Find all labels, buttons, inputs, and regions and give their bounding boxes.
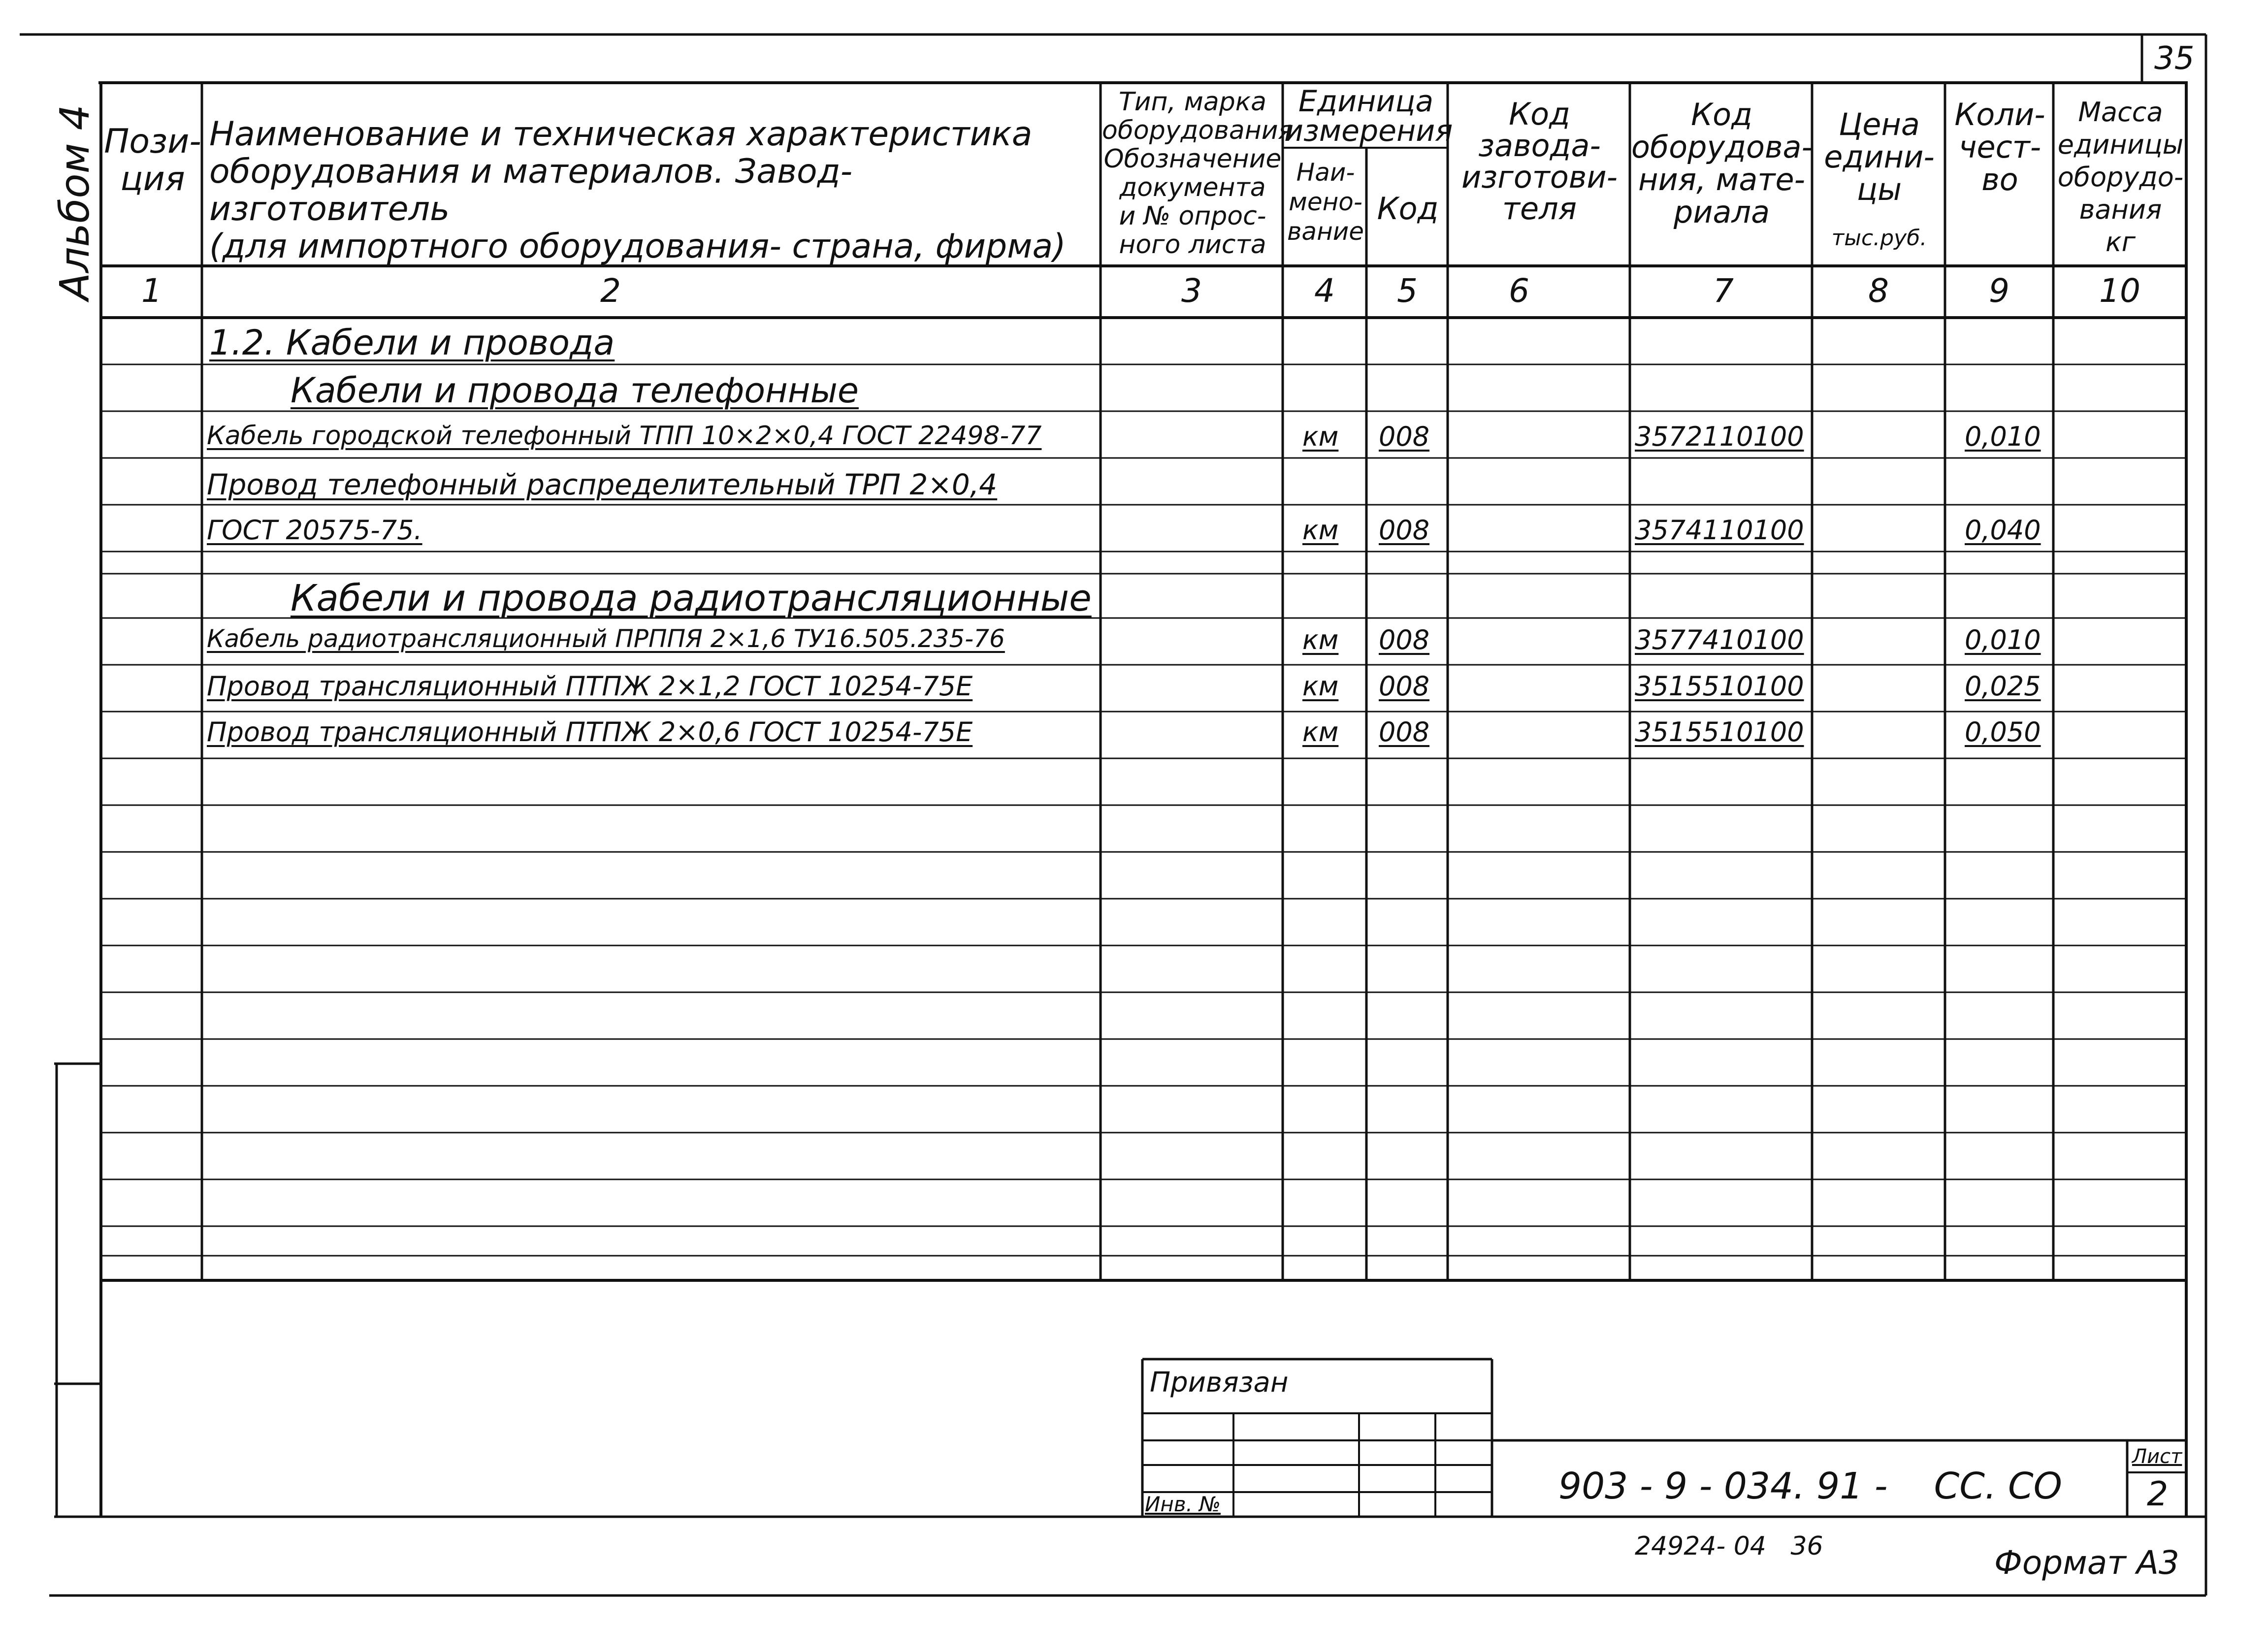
section-title-phone: Кабели и провода телефонные: [291, 370, 859, 411]
row-equip-code: 3572110100: [1635, 421, 1804, 452]
section-title-main: 1.2. Кабели и провода: [209, 323, 615, 363]
row-code: 008: [1379, 624, 1430, 655]
header-quantity: Коли- чест- во: [1954, 97, 2045, 197]
header-unit-group: Единица измерения: [1284, 84, 1453, 148]
row-name: Кабель радиотрансляционный ПРППЯ 2×1,6 ТУ16.505.235-76: [207, 624, 1005, 653]
row-unit: км: [1302, 515, 1339, 546]
row-equip-code: 3515510100: [1635, 671, 1804, 702]
header-type: Тип, марка оборудования Обозначение документа и № опрос- ного листа: [1102, 87, 1294, 260]
row-unit: км: [1302, 624, 1339, 655]
album-label: Альбом 4: [52, 104, 98, 300]
header-position: Пози- ция: [104, 122, 201, 198]
row-name: Провод трансляционный ПТПЖ 2×0,6 ГОСТ 10254-75Е: [207, 716, 973, 748]
sheet-label: Лист: [2132, 1445, 2182, 1468]
column-number: 3: [1181, 272, 1202, 310]
row-unit: км: [1302, 421, 1339, 452]
column-number: 2: [600, 272, 621, 310]
row-code: 008: [1379, 716, 1430, 748]
section-title-radio: Кабели и провода радиотрансляционные: [291, 577, 1092, 619]
column-number: 1: [141, 272, 162, 310]
row-qty: 0,010: [1965, 421, 2041, 452]
doc-code: 903 - 9 - 034. 91 - СС. СО: [1558, 1465, 2062, 1507]
row-unit: км: [1302, 671, 1339, 702]
header-mass: Масса единицы оборудо- вания кг: [2057, 97, 2184, 258]
header-unit-code: Код: [1377, 191, 1439, 227]
column-number: 6: [1509, 272, 1529, 310]
page-number: 35: [2154, 40, 2195, 77]
column-number: 10: [2099, 272, 2140, 310]
format-label: Формат А3: [1994, 1544, 2179, 1582]
header-unit-name: Наи- мено- вание: [1287, 158, 1364, 246]
row-name: Провод телефонный распределительный ТРП 2×0,4: [207, 468, 998, 501]
row-name: Провод трансляционный ПТПЖ 2×1,2 ГОСТ 10254-75Е: [207, 671, 973, 702]
header-equipment-code: Код оборудова- ния, мате- риала: [1631, 97, 1813, 230]
row-equip-code: 3515510100: [1635, 716, 1804, 748]
row-qty: 0,025: [1965, 671, 2041, 702]
row-equip-code: 3574110100: [1635, 515, 1804, 546]
header-price-unit: тыс.руб.: [1831, 226, 1927, 251]
stamp-inv-no: Инв. №: [1145, 1492, 1221, 1516]
row-name: ГОСТ 20575-75.: [207, 515, 422, 546]
header-name: Наименование и техническая характеристика оборудования и материалов. Завод- изготовитель (для импортного оборудования- страна, фирма): [209, 115, 1066, 266]
row-qty: 0,040: [1965, 515, 2041, 546]
row-code: 008: [1379, 421, 1430, 452]
stamp-privyazan: Привязан: [1150, 1367, 1289, 1399]
row-qty: 0,050: [1965, 716, 2041, 748]
column-number: 5: [1397, 272, 1418, 310]
row-name: Кабель городской телефонный ТПП 10×2×0,4 ГОСТ 22498-77: [207, 421, 1042, 451]
row-unit: км: [1302, 716, 1339, 748]
row-qty: 0,010: [1965, 624, 2041, 655]
column-number: 8: [1868, 272, 1889, 310]
sheet-number: 2: [2147, 1475, 2169, 1514]
row-code: 008: [1379, 515, 1430, 546]
row-code: 008: [1379, 671, 1430, 702]
column-number: 7: [1713, 272, 1734, 310]
column-number: 9: [1989, 272, 2009, 310]
column-number: 4: [1314, 272, 1335, 310]
archive-number: 24924- 04 36: [1635, 1531, 1823, 1561]
header-factory-code: Код завода- изготови- теля: [1461, 96, 1618, 227]
header-price: Цена едини- цы: [1824, 106, 1935, 207]
row-equip-code: 3577410100: [1635, 624, 1804, 655]
